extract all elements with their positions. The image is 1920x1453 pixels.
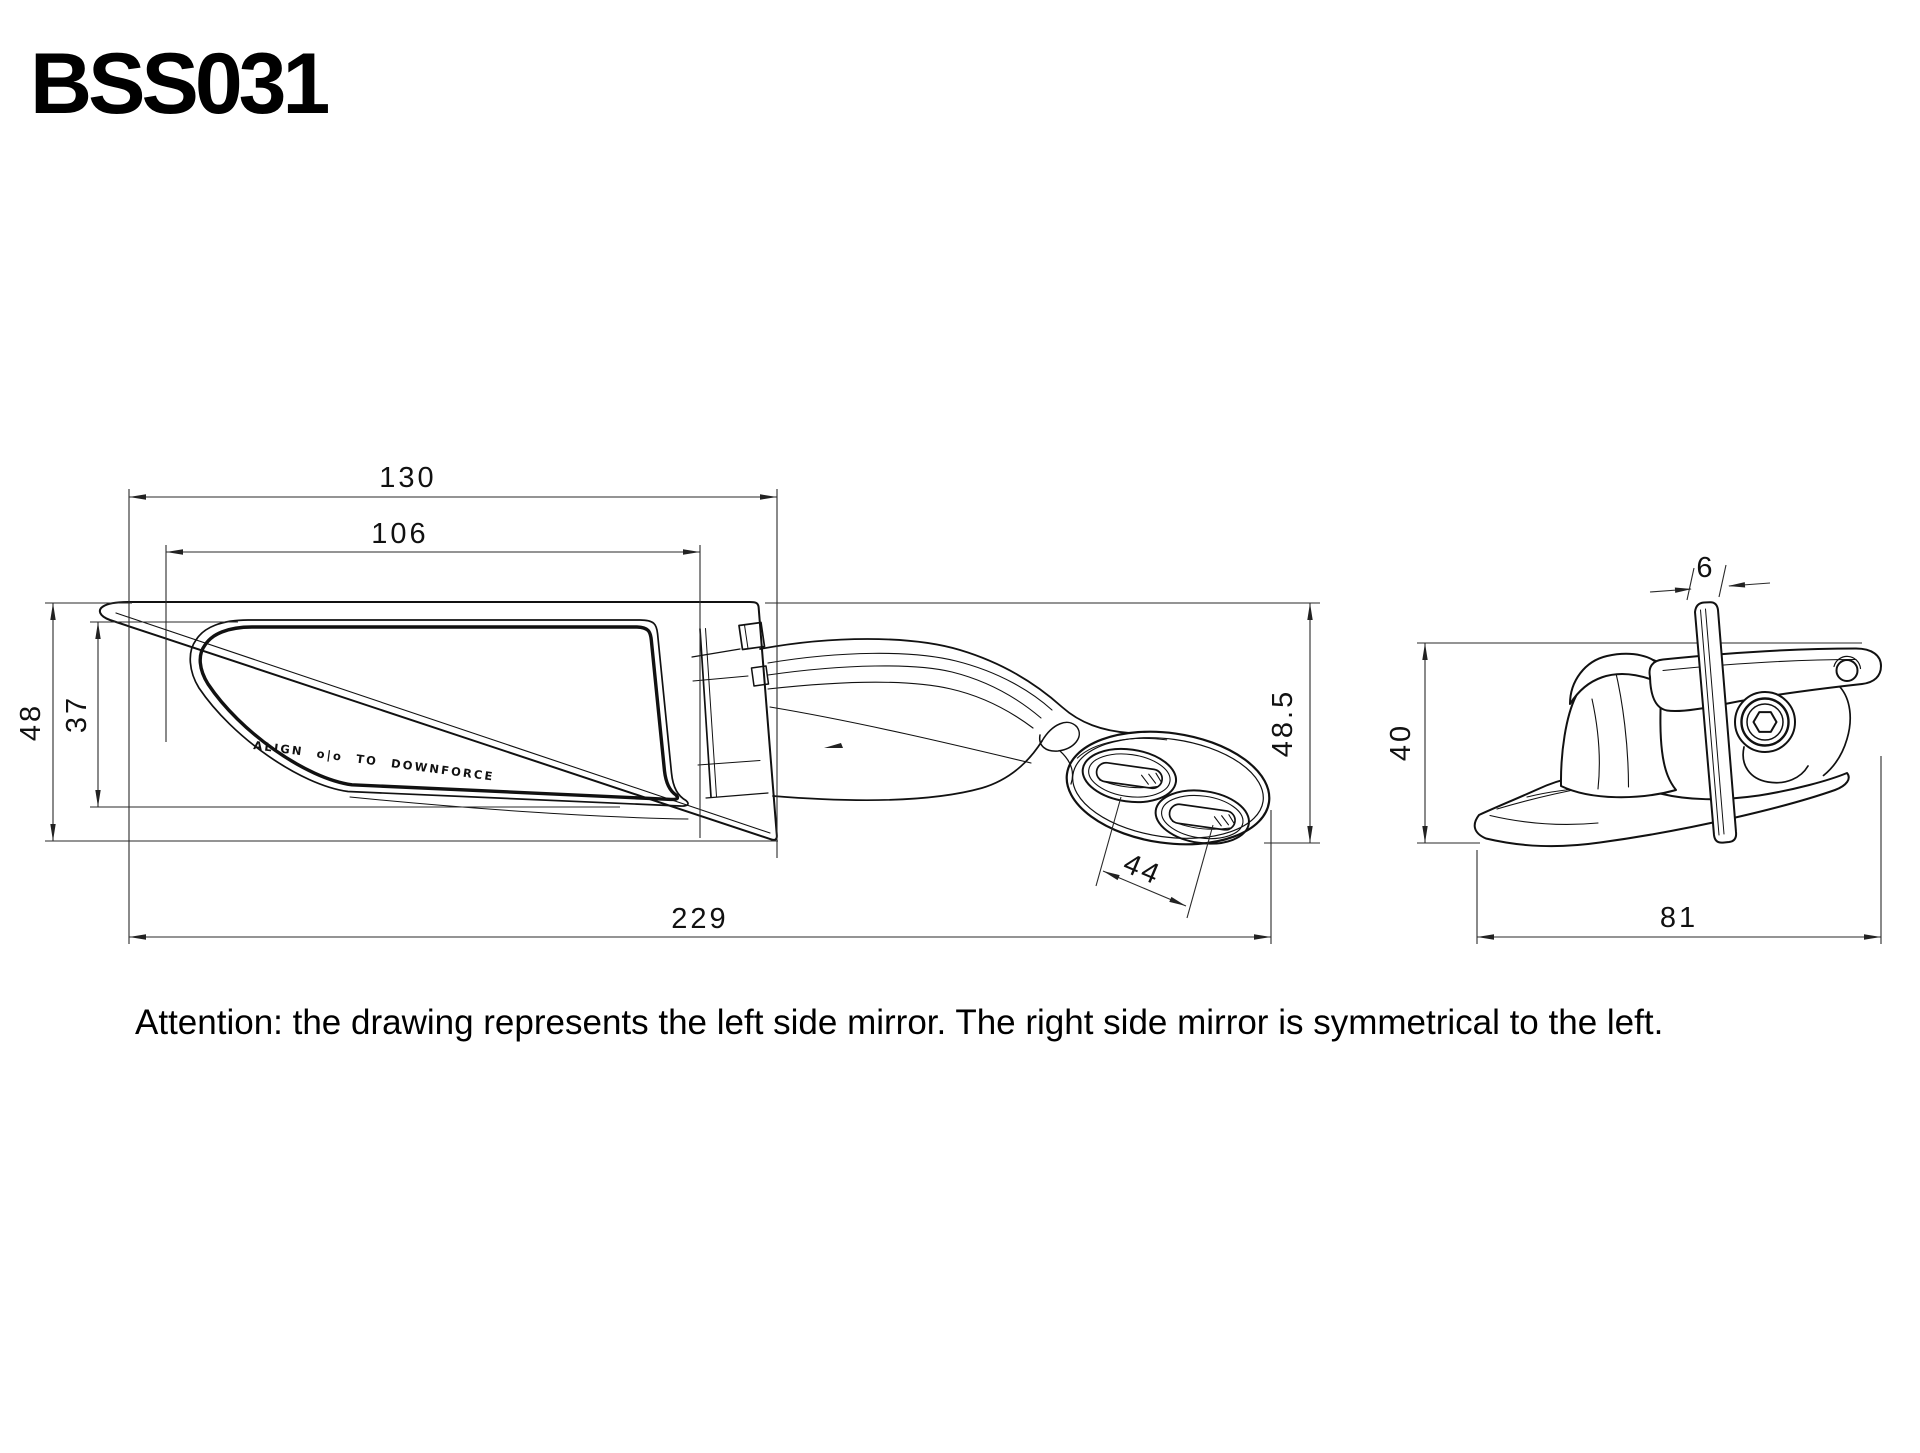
- dimension-label-48: 48: [15, 702, 47, 742]
- dimension-label-229: 229: [671, 903, 729, 935]
- dimension-label-81: 81: [1659, 902, 1699, 934]
- dimension-label-106: 106: [371, 518, 429, 550]
- mirror-engraving: ALIGN o|o TO DOWNFORCE: [252, 738, 496, 784]
- side-view-drawing: [15, 462, 1320, 944]
- mirror-housing: [100, 602, 777, 840]
- dimension-label-130: 130: [379, 462, 437, 494]
- pivot-bolt: [1735, 692, 1808, 783]
- mount-tab-lower: [752, 666, 769, 686]
- mirror-arm: [760, 639, 1130, 800]
- dimension-label-48-5: 48.5: [1267, 688, 1299, 758]
- mirror-stem-blade: [1695, 602, 1736, 842]
- dim-base-length: [1477, 756, 1881, 944]
- dim-stem-thickness: [1650, 552, 1770, 600]
- dimension-label-37: 37: [61, 694, 93, 734]
- end-view-drawing: [1385, 552, 1881, 944]
- attention-note: Attention: the drawing represents the left side mirror. The right side mirror is symmetrical to the left.: [135, 1003, 1664, 1042]
- dimension-label-40: 40: [1385, 722, 1417, 762]
- dim-slot-distance: [1096, 797, 1213, 918]
- page-title: BSS031: [30, 36, 327, 132]
- mirror-glass-bezel: [190, 620, 688, 806]
- dimension-label-6: 6: [1696, 552, 1716, 584]
- arm-notch: [824, 743, 843, 748]
- base-body: [1475, 649, 1881, 847]
- dim-housing-length: [129, 462, 777, 944]
- dim-glass-height: [61, 622, 620, 807]
- dimension-label-44: 44: [1118, 847, 1167, 892]
- mount-base-side: [1059, 719, 1276, 856]
